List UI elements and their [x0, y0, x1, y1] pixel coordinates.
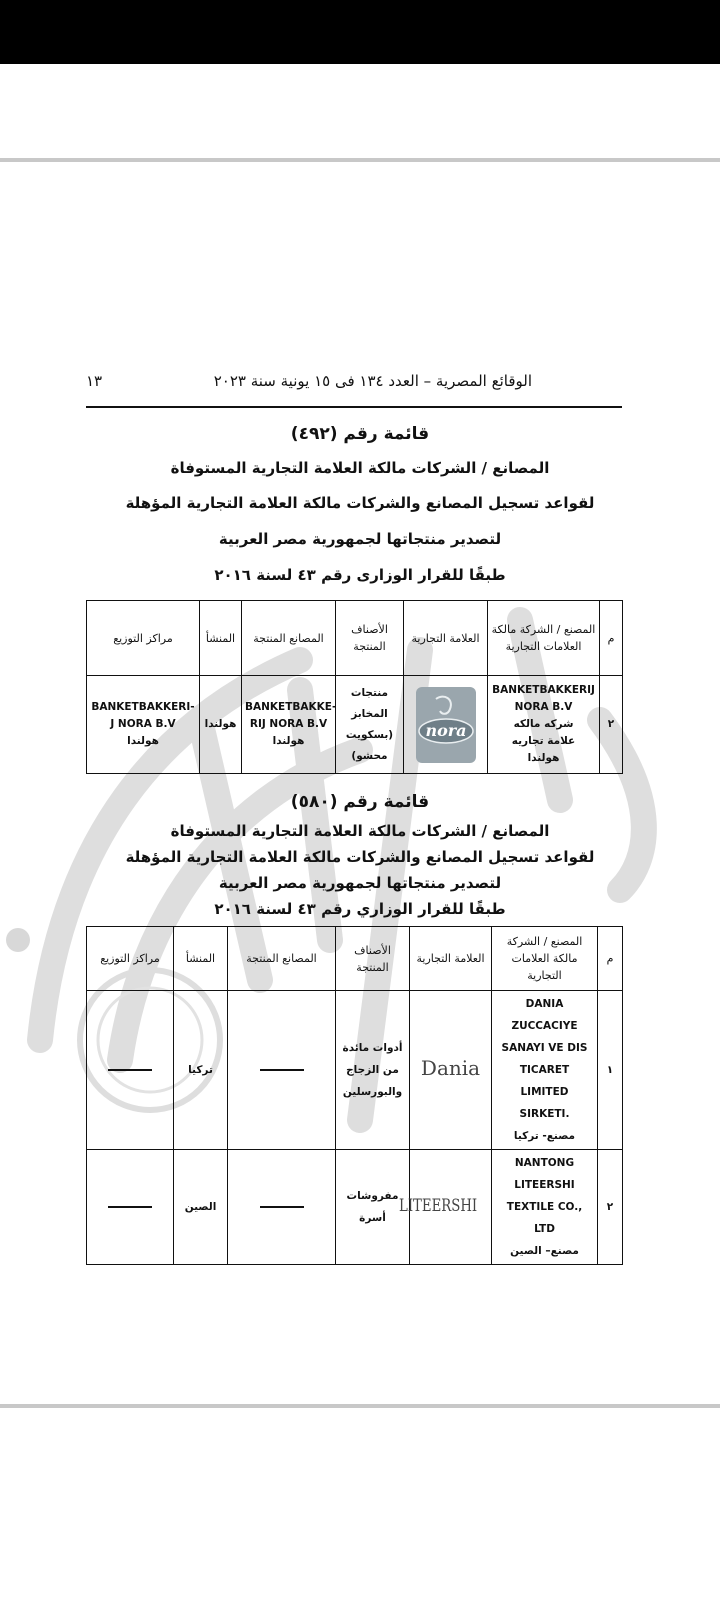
- list2-table: [86, 926, 623, 1265]
- col-m: م: [598, 927, 623, 991]
- nora-logo: [407, 685, 484, 765]
- list2-line-2: لقواعد تسجيل المصانع والشركات مالكة العلامة التجارية المؤهلة: [125, 848, 595, 866]
- table-header-row: [87, 601, 623, 676]
- header-rule: [86, 406, 622, 408]
- owner-cell: [488, 676, 600, 774]
- liteershi-logo: LITEERSHI: [398, 1195, 477, 1216]
- col-factories: المصانع المنتجة: [242, 601, 336, 676]
- owner-cell: [492, 991, 598, 1150]
- col-distribution: مراكز التوزيع: [87, 927, 174, 991]
- list2-line-3: لتصدير منتجاتها لجمهورية مصر العربية: [218, 874, 502, 892]
- owner-name: NANTONG LITEERSHI TEXTILE CO., LTD: [506, 1157, 583, 1235]
- factories-cell: [228, 991, 336, 1150]
- col-distribution: مراكز التوزيع: [87, 601, 200, 676]
- list1-line-1: المصانع / الشركات مالكة العلامة التجارية المستوفاة: [170, 459, 550, 477]
- owner-name: DANIA ZUCCACIYE SANAYI VE DIS TICARET LIMITED SIRKETI.: [501, 998, 588, 1120]
- brand-cell: [410, 991, 492, 1150]
- top-divider: [0, 158, 720, 162]
- distribution-name: BANKETBAKKERI-J NORA B.V: [91, 701, 195, 730]
- col-categories: الأصناف المنتجة: [336, 601, 404, 676]
- list2-title: قائمة رقم (٥٨٠): [290, 792, 430, 812]
- col-brand: العلامة التجارية: [404, 601, 488, 676]
- svg-text:nora: nora: [424, 720, 467, 740]
- list1-title: قائمة رقم (٤٩٢): [290, 424, 430, 444]
- table-row: [87, 676, 623, 774]
- list2-line-1: المصانع / الشركات مالكة العلامة التجارية المستوفاة: [170, 822, 550, 840]
- list2-line-4: طبقًا للقرار الوزاري رقم ٤٣ لسنة ٢٠١٦: [214, 900, 506, 918]
- list1-table: [86, 600, 623, 774]
- col-categories: الأصناف المنتجة: [336, 927, 410, 991]
- factories-cell: [228, 1150, 336, 1265]
- table-header-row: [87, 927, 623, 991]
- table-row: [87, 991, 623, 1150]
- owner-type-2: علامة تجاريه: [511, 735, 576, 747]
- col-origin: المنشأ: [200, 601, 242, 676]
- factory-name: BANKETBAKKE-RIJ NORA B.V: [245, 701, 337, 730]
- owner-cell: [492, 1150, 598, 1265]
- owner-name: BANKETBAKKERIJ NORA B.V: [492, 684, 595, 713]
- categories-cell: منتجات المخابز (بسكويت محشو): [336, 676, 404, 774]
- categories-cell: مفروشات أسرة: [336, 1150, 410, 1265]
- top-black-bar: [0, 0, 720, 64]
- col-factories: المصانع المنتجة: [228, 927, 336, 991]
- row-number: ١: [598, 991, 623, 1150]
- page-number: ١٣: [86, 372, 103, 390]
- col-brand: العلامة التجارية: [410, 927, 492, 991]
- row-number: ٢: [598, 1150, 623, 1265]
- col-origin: المنشأ: [174, 927, 228, 991]
- origin-cell: هولندا: [200, 676, 242, 774]
- gazette-title: الوقائع المصرية – العدد ١٣٤ فى ١٥ يونية سنة ٢٠٢٣: [213, 372, 532, 390]
- owner-country: هولندا: [527, 752, 560, 764]
- factories-cell: [242, 676, 336, 774]
- distribution-cell: [87, 1150, 174, 1265]
- owner-country: مصنع- تركيا: [513, 1130, 576, 1142]
- distribution-country: هولندا: [127, 735, 159, 747]
- distribution-cell: [87, 991, 174, 1150]
- col-m: م: [600, 601, 623, 676]
- list1-line-4: طبقًا للقرار الوزارى رقم ٤٣ لسنة ٢٠١٦: [214, 566, 506, 584]
- table-row: [87, 1150, 623, 1265]
- page-header: [86, 372, 622, 396]
- categories-cell: أدوات مائدة من الزجاج والبورسلين: [336, 991, 410, 1150]
- brand-cell: [398, 1150, 492, 1265]
- empty-dash: [108, 1206, 152, 1208]
- origin-cell: الصين: [174, 1150, 228, 1265]
- distribution-cell: [87, 676, 200, 774]
- col-owner: المصنع / الشركة مالكة العلامات التجارية: [488, 601, 600, 676]
- owner-type: شركه مالكه: [513, 718, 574, 730]
- factory-country: هولندا: [272, 735, 305, 747]
- col-owner: المصنع / الشركة مالكة العلامات التجارية: [492, 927, 598, 991]
- origin-cell: تركيا: [174, 991, 228, 1150]
- list1-line-3: لتصدير منتجاتها لجمهورية مصر العربية: [218, 530, 502, 548]
- row-number: ٢: [600, 676, 623, 774]
- owner-country: مصنع– الصين: [510, 1245, 579, 1257]
- dania-logo: Dania: [420, 1055, 481, 1080]
- brand-cell: [404, 676, 488, 774]
- empty-dash: [260, 1206, 304, 1208]
- empty-dash: [108, 1069, 152, 1071]
- bottom-divider: [0, 1404, 720, 1408]
- empty-dash: [260, 1069, 304, 1071]
- list1-line-2: لقواعد تسجيل المصانع والشركات مالكة العلامة التجارية المؤهلة: [125, 494, 595, 512]
